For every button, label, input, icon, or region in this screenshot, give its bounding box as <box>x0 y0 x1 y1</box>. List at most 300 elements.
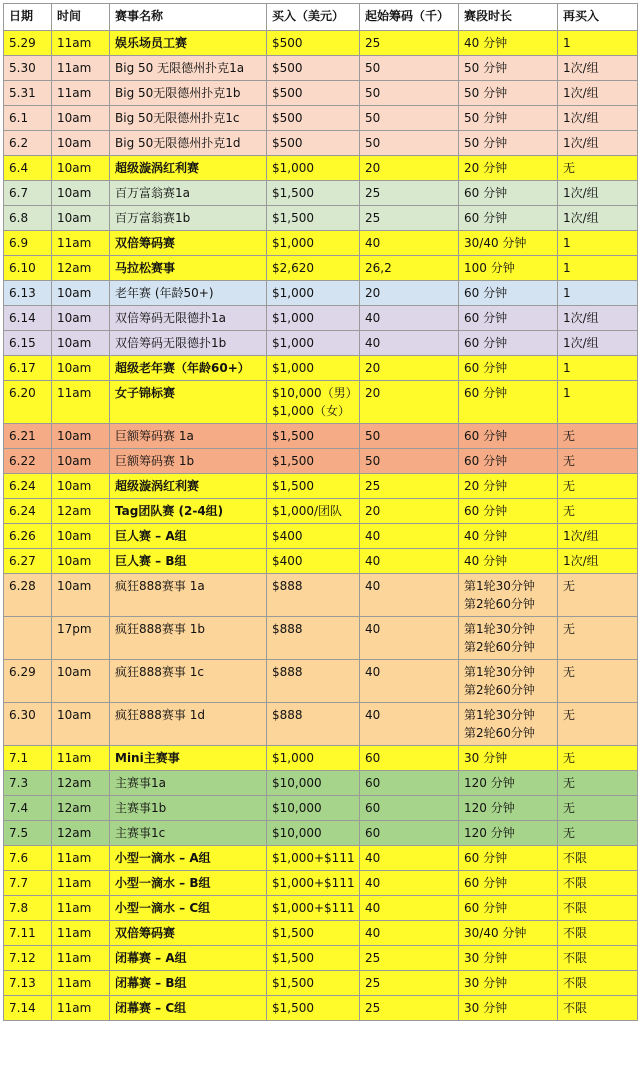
cell-date: 6.9 <box>4 231 52 256</box>
cell-date: 6.20 <box>4 381 52 424</box>
level-line: 30 分钟 <box>464 1001 508 1015</box>
table-row <box>4 356 638 381</box>
cell-level-duration <box>459 156 558 181</box>
cell-rebuy: 1次/组 <box>558 181 638 206</box>
cell-buyin <box>267 746 360 771</box>
cell-level-duration <box>459 106 558 131</box>
cell-time: 12am <box>52 796 110 821</box>
cell-event-name: Big 50 无限德州扑克1a <box>110 56 267 81</box>
cell-buyin <box>267 106 360 131</box>
cell-date: 5.29 <box>4 31 52 56</box>
cell-time: 11am <box>52 56 110 81</box>
cell-buyin <box>267 474 360 499</box>
cell-rebuy: 无 <box>558 574 638 617</box>
cell-starting-chips: 50 <box>360 56 459 81</box>
cell-level-duration <box>459 617 558 660</box>
cell-buyin <box>267 821 360 846</box>
cell-buyin <box>267 574 360 617</box>
cell-date: 6.15 <box>4 331 52 356</box>
buyin-line: $500 <box>272 61 303 75</box>
cell-rebuy: 1 <box>558 356 638 381</box>
cell-time: 10am <box>52 703 110 746</box>
buyin-line: $1,000 <box>272 286 314 300</box>
cell-event-name: 老年赛 (年龄50+) <box>110 281 267 306</box>
buyin-line: $1,500 <box>272 479 314 493</box>
cell-rebuy: 无 <box>558 703 638 746</box>
buyin-line: $500 <box>272 36 303 50</box>
cell-buyin <box>267 131 360 156</box>
cell-buyin <box>267 181 360 206</box>
level-line: 30 分钟 <box>464 751 508 765</box>
cell-starting-chips: 40 <box>360 549 459 574</box>
cell-rebuy: 1次/组 <box>558 131 638 156</box>
cell-rebuy: 不限 <box>558 946 638 971</box>
header-event-name: 赛事名称 <box>110 4 267 31</box>
level-line: 60 分钟 <box>464 311 508 325</box>
cell-starting-chips: 25 <box>360 971 459 996</box>
table-row <box>4 281 638 306</box>
level-line: 60 分钟 <box>464 361 508 375</box>
level-line: 100 分钟 <box>464 261 515 275</box>
level-line: 60 分钟 <box>464 454 508 468</box>
cell-rebuy: 无 <box>558 617 638 660</box>
level-line: 60 分钟 <box>464 429 508 443</box>
cell-date: 6.8 <box>4 206 52 231</box>
level-line: 40 分钟 <box>464 36 508 50</box>
cell-buyin <box>267 946 360 971</box>
cell-rebuy: 不限 <box>558 896 638 921</box>
cell-time: 11am <box>52 846 110 871</box>
table-row <box>4 381 638 424</box>
cell-starting-chips: 40 <box>360 703 459 746</box>
buyin-line: $1,500 <box>272 454 314 468</box>
cell-buyin <box>267 331 360 356</box>
level-line: 30 分钟 <box>464 951 508 965</box>
cell-rebuy: 1次/组 <box>558 524 638 549</box>
cell-date: 6.10 <box>4 256 52 281</box>
buyin-line: $1,500 <box>272 976 314 990</box>
cell-rebuy: 1次/组 <box>558 206 638 231</box>
cell-rebuy: 1 <box>558 281 638 306</box>
cell-buyin <box>267 206 360 231</box>
cell-time: 10am <box>52 549 110 574</box>
level-line: 60 分钟 <box>464 211 508 225</box>
buyin-line: $10,000 <box>272 801 322 815</box>
cell-buyin <box>267 449 360 474</box>
cell-date: 5.30 <box>4 56 52 81</box>
table-row <box>4 206 638 231</box>
cell-time: 12am <box>52 256 110 281</box>
header-rebuy: 再买入 <box>558 4 638 31</box>
cell-event-name: 疯狂888赛事 1b <box>110 617 267 660</box>
cell-event-name: 主赛事1c <box>110 821 267 846</box>
cell-time: 10am <box>52 106 110 131</box>
buyin-line: $400 <box>272 554 303 568</box>
cell-time: 12am <box>52 771 110 796</box>
cell-level-duration <box>459 660 558 703</box>
buyin-line: $1,500 <box>272 926 314 940</box>
buyin-line: $10,000 <box>272 826 322 840</box>
cell-event-name: 疯狂888赛事 1a <box>110 574 267 617</box>
cell-starting-chips: 25 <box>360 181 459 206</box>
cell-starting-chips: 40 <box>360 524 459 549</box>
cell-rebuy: 无 <box>558 424 638 449</box>
level-line: 第1轮30分钟 <box>464 665 535 679</box>
header-level-duration: 赛段时长 <box>459 4 558 31</box>
cell-buyin <box>267 660 360 703</box>
cell-time: 11am <box>52 971 110 996</box>
cell-level-duration <box>459 131 558 156</box>
level-line: 30/40 分钟 <box>464 926 527 940</box>
cell-date: 6.22 <box>4 449 52 474</box>
cell-starting-chips: 40 <box>360 331 459 356</box>
cell-date: 7.3 <box>4 771 52 796</box>
cell-event-name: 双倍筹码无限德扑1b <box>110 331 267 356</box>
cell-event-name: 小型一滴水 – C组 <box>110 896 267 921</box>
cell-time: 11am <box>52 871 110 896</box>
cell-event-name: 马拉松赛事 <box>110 256 267 281</box>
cell-rebuy: 1 <box>558 31 638 56</box>
cell-time: 10am <box>52 574 110 617</box>
cell-date: 6.24 <box>4 474 52 499</box>
cell-date: 7.4 <box>4 796 52 821</box>
buyin-line: $888 <box>272 622 303 636</box>
level-line: 50 分钟 <box>464 111 508 125</box>
cell-buyin <box>267 549 360 574</box>
header-date: 日期 <box>4 4 52 31</box>
cell-rebuy: 1次/组 <box>558 306 638 331</box>
cell-starting-chips: 25 <box>360 946 459 971</box>
cell-starting-chips: 40 <box>360 896 459 921</box>
header-buyin: 买入（美元） <box>267 4 360 31</box>
cell-starting-chips: 20 <box>360 499 459 524</box>
table-row <box>4 746 638 771</box>
level-line: 第2轮60分钟 <box>464 597 535 611</box>
cell-time: 11am <box>52 81 110 106</box>
cell-time: 10am <box>52 281 110 306</box>
cell-starting-chips: 25 <box>360 206 459 231</box>
buyin-line: $10,000（男） <box>272 386 358 400</box>
table-row <box>4 31 638 56</box>
buyin-line: $1,500 <box>272 429 314 443</box>
cell-time: 11am <box>52 231 110 256</box>
cell-buyin <box>267 771 360 796</box>
table-row <box>4 474 638 499</box>
cell-event-name: 女子锦标赛 <box>110 381 267 424</box>
cell-event-name: 双倍筹码赛 <box>110 231 267 256</box>
table-row <box>4 131 638 156</box>
cell-rebuy: 1次/组 <box>558 549 638 574</box>
table-row <box>4 56 638 81</box>
cell-time: 12am <box>52 821 110 846</box>
buyin-line: $888 <box>272 665 303 679</box>
cell-buyin <box>267 524 360 549</box>
table-row <box>4 156 638 181</box>
cell-level-duration <box>459 549 558 574</box>
table-row <box>4 946 638 971</box>
cell-date: 6.30 <box>4 703 52 746</box>
cell-rebuy: 1次/组 <box>558 81 638 106</box>
cell-time: 10am <box>52 131 110 156</box>
cell-level-duration <box>459 846 558 871</box>
cell-level-duration <box>459 181 558 206</box>
cell-date: 6.27 <box>4 549 52 574</box>
cell-event-name: 巨人赛 – B组 <box>110 549 267 574</box>
cell-time: 10am <box>52 660 110 703</box>
cell-starting-chips: 40 <box>360 660 459 703</box>
cell-rebuy: 无 <box>558 156 638 181</box>
cell-starting-chips: 40 <box>360 231 459 256</box>
cell-starting-chips: 50 <box>360 131 459 156</box>
table-row <box>4 574 638 617</box>
cell-buyin <box>267 846 360 871</box>
level-line: 60 分钟 <box>464 851 508 865</box>
cell-rebuy: 不限 <box>558 871 638 896</box>
cell-level-duration <box>459 206 558 231</box>
cell-starting-chips: 20 <box>360 356 459 381</box>
level-line: 20 分钟 <box>464 161 508 175</box>
table-row <box>4 106 638 131</box>
cell-event-name: 闭幕赛 – C组 <box>110 996 267 1021</box>
level-line: 20 分钟 <box>464 479 508 493</box>
cell-time: 10am <box>52 156 110 181</box>
buyin-line: $1,000（女） <box>272 404 350 418</box>
cell-date: 6.21 <box>4 424 52 449</box>
buyin-line: $888 <box>272 579 303 593</box>
buyin-line: $1,000+$111 <box>272 876 355 890</box>
cell-time: 10am <box>52 181 110 206</box>
cell-level-duration <box>459 996 558 1021</box>
table-row <box>4 617 638 660</box>
buyin-line: $888 <box>272 708 303 722</box>
cell-level-duration <box>459 499 558 524</box>
cell-time: 10am <box>52 331 110 356</box>
cell-date: 6.28 <box>4 574 52 617</box>
cell-buyin <box>267 156 360 181</box>
level-line: 40 分钟 <box>464 554 508 568</box>
cell-buyin <box>267 81 360 106</box>
level-line: 第2轮60分钟 <box>464 640 535 654</box>
table-row <box>4 499 638 524</box>
cell-buyin <box>267 921 360 946</box>
buyin-line: $500 <box>272 86 303 100</box>
cell-starting-chips: 26,2 <box>360 256 459 281</box>
cell-time: 10am <box>52 449 110 474</box>
cell-date: 6.4 <box>4 156 52 181</box>
cell-time: 12am <box>52 499 110 524</box>
cell-date: 6.17 <box>4 356 52 381</box>
cell-starting-chips: 20 <box>360 281 459 306</box>
cell-event-name: 超级漩涡红利赛 <box>110 156 267 181</box>
cell-starting-chips: 25 <box>360 31 459 56</box>
cell-buyin <box>267 996 360 1021</box>
cell-level-duration <box>459 231 558 256</box>
table-row <box>4 771 638 796</box>
level-line: 第2轮60分钟 <box>464 683 535 697</box>
cell-level-duration <box>459 771 558 796</box>
cell-event-name: 巨额筹码赛 1b <box>110 449 267 474</box>
cell-level-duration <box>459 871 558 896</box>
table-row <box>4 821 638 846</box>
cell-level-duration <box>459 56 558 81</box>
table-row <box>4 921 638 946</box>
cell-event-name: Big 50无限德州扑克1b <box>110 81 267 106</box>
table-row <box>4 896 638 921</box>
cell-event-name: 超级老年赛（年龄60+） <box>110 356 267 381</box>
cell-rebuy: 无 <box>558 821 638 846</box>
cell-level-duration <box>459 256 558 281</box>
cell-rebuy: 1次/组 <box>558 106 638 131</box>
cell-level-duration <box>459 796 558 821</box>
cell-date: 7.11 <box>4 921 52 946</box>
header-row <box>4 4 638 31</box>
cell-date: 7.6 <box>4 846 52 871</box>
cell-buyin <box>267 281 360 306</box>
level-line: 第1轮30分钟 <box>464 708 535 722</box>
cell-time: 11am <box>52 946 110 971</box>
buyin-line: $1,000+$111 <box>272 851 355 865</box>
cell-date: 6.26 <box>4 524 52 549</box>
buyin-line: $2,620 <box>272 261 314 275</box>
cell-level-duration <box>459 81 558 106</box>
level-line: 60 分钟 <box>464 386 508 400</box>
cell-level-duration <box>459 31 558 56</box>
cell-level-duration <box>459 574 558 617</box>
level-line: 第1轮30分钟 <box>464 622 535 636</box>
buyin-line: $1,000 <box>272 336 314 350</box>
cell-event-name: 双倍筹码无限德扑1a <box>110 306 267 331</box>
buyin-line: $1,000/团队 <box>272 504 343 518</box>
cell-date: 6.29 <box>4 660 52 703</box>
table-row <box>4 524 638 549</box>
level-line: 60 分钟 <box>464 504 508 518</box>
cell-time: 11am <box>52 996 110 1021</box>
table-row <box>4 449 638 474</box>
level-line: 120 分钟 <box>464 801 515 815</box>
cell-starting-chips: 60 <box>360 771 459 796</box>
table-row <box>4 424 638 449</box>
cell-time: 10am <box>52 206 110 231</box>
level-line: 第1轮30分钟 <box>464 579 535 593</box>
cell-starting-chips: 25 <box>360 996 459 1021</box>
cell-date: 7.5 <box>4 821 52 846</box>
cell-time: 17pm <box>52 617 110 660</box>
cell-event-name: 娱乐场员工赛 <box>110 31 267 56</box>
cell-buyin <box>267 499 360 524</box>
cell-event-name: 小型一滴水 – B组 <box>110 871 267 896</box>
cell-event-name: Mini主赛事 <box>110 746 267 771</box>
cell-time: 10am <box>52 524 110 549</box>
cell-event-name: 巨额筹码赛 1a <box>110 424 267 449</box>
table-body <box>4 31 638 1021</box>
table-row <box>4 81 638 106</box>
table-row <box>4 703 638 746</box>
cell-event-name: 小型一滴水 – A组 <box>110 846 267 871</box>
level-line: 30/40 分钟 <box>464 236 527 250</box>
level-line: 60 分钟 <box>464 186 508 200</box>
cell-level-duration <box>459 281 558 306</box>
cell-buyin <box>267 381 360 424</box>
level-line: 50 分钟 <box>464 61 508 75</box>
cell-rebuy: 无 <box>558 771 638 796</box>
cell-level-duration <box>459 331 558 356</box>
cell-starting-chips: 60 <box>360 746 459 771</box>
table-row <box>4 871 638 896</box>
cell-date: 6.2 <box>4 131 52 156</box>
cell-level-duration <box>459 703 558 746</box>
level-line: 60 分钟 <box>464 336 508 350</box>
table-row <box>4 846 638 871</box>
cell-rebuy: 无 <box>558 796 638 821</box>
cell-level-duration <box>459 821 558 846</box>
cell-event-name: 超级漩涡红利赛 <box>110 474 267 499</box>
cell-time: 11am <box>52 746 110 771</box>
level-line: 120 分钟 <box>464 776 515 790</box>
cell-date: 6.1 <box>4 106 52 131</box>
buyin-line: $500 <box>272 136 303 150</box>
cell-level-duration <box>459 306 558 331</box>
cell-rebuy: 无 <box>558 660 638 703</box>
buyin-line: $1,000 <box>272 236 314 250</box>
cell-date: 6.13 <box>4 281 52 306</box>
cell-time: 10am <box>52 474 110 499</box>
cell-level-duration <box>459 524 558 549</box>
cell-time: 10am <box>52 424 110 449</box>
level-line: 60 分钟 <box>464 901 508 915</box>
cell-starting-chips: 40 <box>360 574 459 617</box>
cell-time: 11am <box>52 921 110 946</box>
cell-event-name: 百万富翁赛1b <box>110 206 267 231</box>
cell-starting-chips: 40 <box>360 617 459 660</box>
cell-buyin <box>267 231 360 256</box>
cell-date: 6.14 <box>4 306 52 331</box>
table-row <box>4 660 638 703</box>
header-starting-chips: 起始筹码（千） <box>360 4 459 31</box>
buyin-line: $1,500 <box>272 186 314 200</box>
buyin-line: $400 <box>272 529 303 543</box>
cell-level-duration <box>459 921 558 946</box>
cell-level-duration <box>459 356 558 381</box>
cell-level-duration <box>459 449 558 474</box>
buyin-line: $1,000 <box>272 361 314 375</box>
cell-level-duration <box>459 474 558 499</box>
cell-event-name: 闭幕赛 – A组 <box>110 946 267 971</box>
cell-rebuy: 1次/组 <box>558 56 638 81</box>
cell-rebuy: 无 <box>558 474 638 499</box>
cell-starting-chips: 20 <box>360 381 459 424</box>
cell-date: 7.7 <box>4 871 52 896</box>
buyin-line: $500 <box>272 111 303 125</box>
cell-starting-chips: 20 <box>360 156 459 181</box>
cell-starting-chips: 50 <box>360 424 459 449</box>
cell-event-name: 双倍筹码赛 <box>110 921 267 946</box>
cell-time: 11am <box>52 896 110 921</box>
table-row <box>4 331 638 356</box>
table-row <box>4 996 638 1021</box>
level-line: 50 分钟 <box>464 136 508 150</box>
cell-rebuy: 1 <box>558 256 638 281</box>
level-line: 第2轮60分钟 <box>464 726 535 740</box>
level-line: 60 分钟 <box>464 876 508 890</box>
cell-starting-chips: 50 <box>360 106 459 131</box>
cell-buyin <box>267 56 360 81</box>
cell-event-name: 疯狂888赛事 1c <box>110 660 267 703</box>
cell-date: 7.13 <box>4 971 52 996</box>
table-row <box>4 231 638 256</box>
cell-date: 7.14 <box>4 996 52 1021</box>
header-time: 时间 <box>52 4 110 31</box>
cell-rebuy: 无 <box>558 746 638 771</box>
